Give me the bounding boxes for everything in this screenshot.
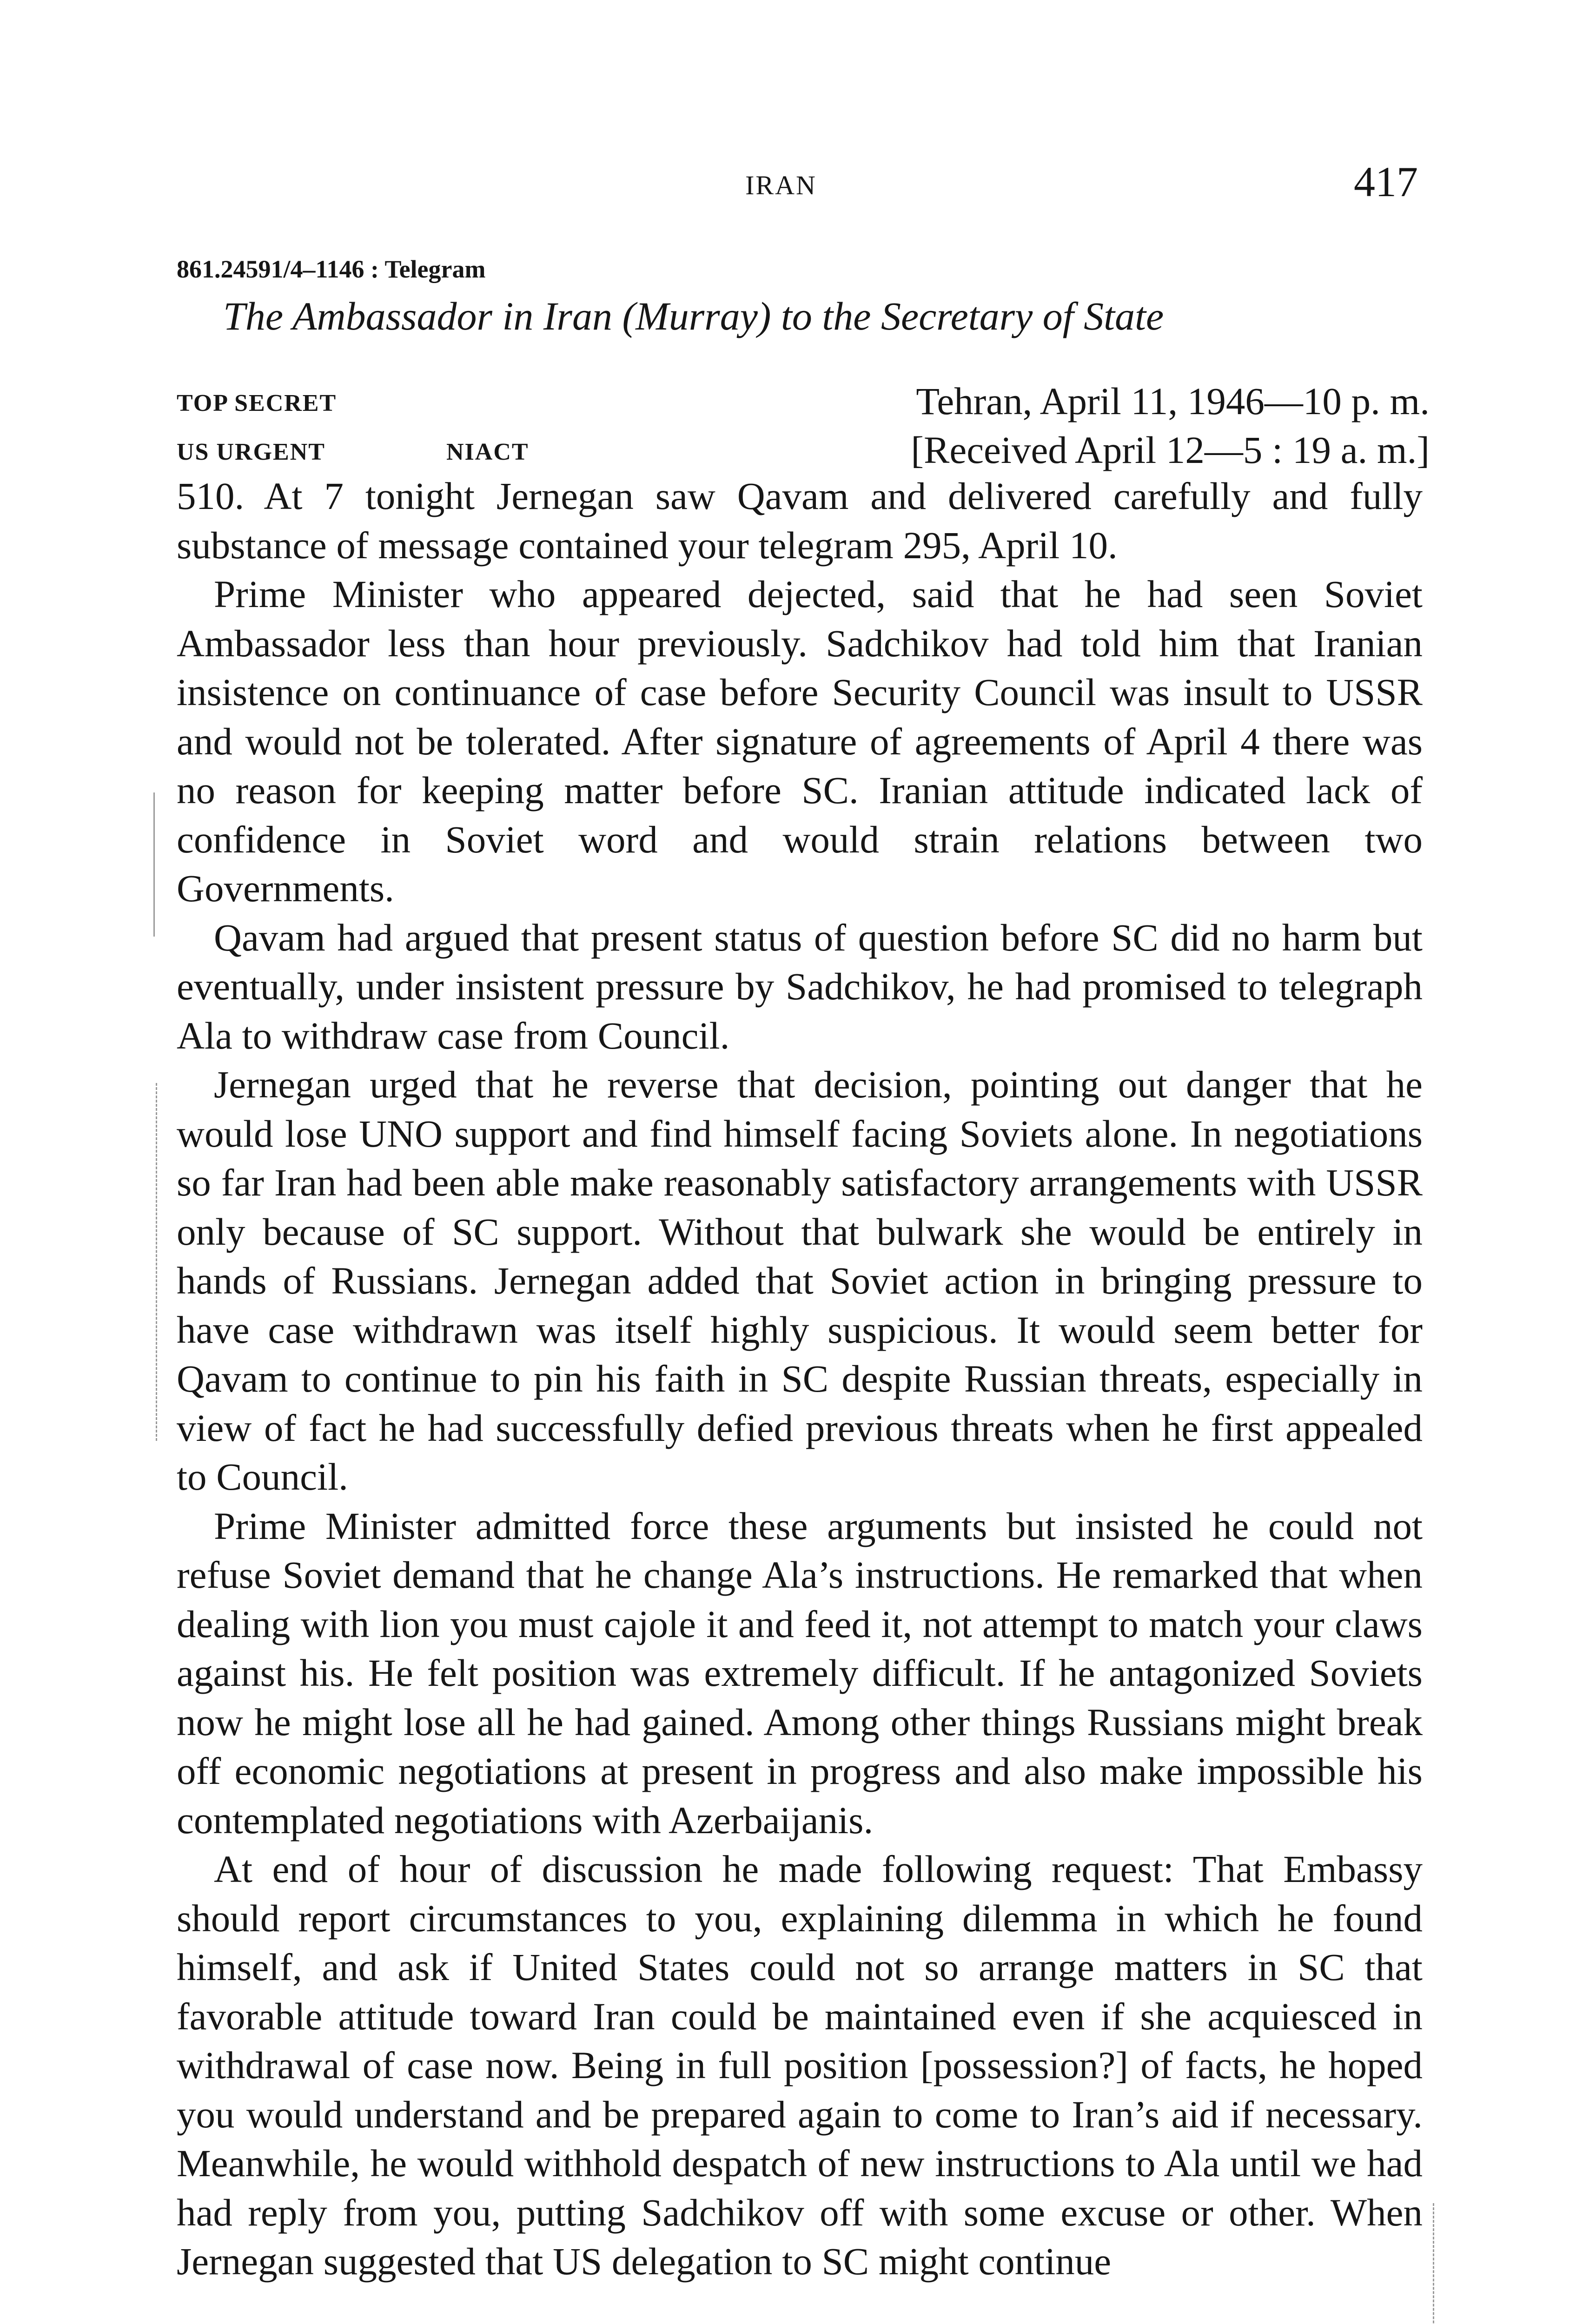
margin-line-mark [156, 1083, 157, 1441]
handling-label: NIACT [446, 439, 529, 465]
margin-line-mark [153, 792, 155, 937]
file-reference: 861.24591/4–1146 : Telegram [177, 255, 486, 283]
running-header-title: IRAN [745, 170, 817, 200]
dateline: Tehran, April 11, 1946—10 p. m. [916, 380, 1430, 423]
body-paragraph: At end of hour of discussion he made following request: That Embassy should report circumstances to you, explaining dilemma in which he found himself, and ask if United States could not so arrange matters in SC that favorable attitude toward Iran could be maintained even if she acquiesced in withdrawal of case now. Being in full position [possession?] of facts, he hoped you would understand and be prepared again to come to Iran’s aid if necessary. Meanwhile, he would withhold despatch of new instructions to Ala until we had had reply from you, putting Sadchikov off with some excuse or other. When Jernegan suggested that US delegation to SC might continue [177, 1848, 1423, 2283]
body-paragraph: Qavam had argued that present status of question before SC did no harm but eventually, under insistent pressure by Sadchikov, he had promised to telegraph Ala to withdraw case from Council. [177, 916, 1423, 1057]
telegram-body [177, 472, 1423, 2286]
margin-line-mark [1433, 2203, 1434, 2324]
priority-label: US URGENT [177, 439, 325, 465]
body-paragraph: Prime Minister who appeared dejected, said that he had seen Soviet Ambassador less than hour previously. Sadchikov had told him that Iranian insistence on continuance of case before Security Council was insult to USSR and would not be tolerated. After signature of agreements of April 4 there was no reason for keeping matter before SC. Iranian attitude indicated lack of confidence in Soviet word and would strain relations between two Governments. [177, 573, 1423, 910]
page-number: 417 [1354, 158, 1418, 205]
body-paragraph: Jernegan urged that he reverse that decision, pointing out danger that he would lose UNO support and find himself facing Soviets alone. In negotiations so far Iran had been able make reasonably satisfactory arrangements with USSR only because of SC support. Without that bulwark she would be entirely in hands of Russians. Jernegan added that Soviet action in bringing pressure to have case withdrawn was itself highly suspicious. It would seem better for Qavam to continue to pin his faith in SC despite Russian threats, especially in view of fact he had successfully defied previous threats when he first appealed to Council. [177, 1063, 1423, 1498]
document-title: The Ambassador in Iran (Murray) to the Secretary of State [223, 294, 1164, 338]
received-line: [Received April 12—5 : 19 a. m.] [911, 429, 1430, 471]
body-paragraph: Prime Minister admitted force these arguments but insisted he could not refuse Soviet demand that he change Ala’s instructions. He remarked that when dealing with lion you must cajole it and feed it, not attempt to match your claws against his. He felt position was extremely difficult. If he antagonized Soviets now he might lose all he had gained. Among other things Russians might break off economic negotiations at present in progress and also make impossible his contemplated negotiations with Azerbaijanis. [177, 1504, 1423, 1842]
classification-label: TOP SECRET [177, 390, 337, 416]
body-paragraph: 510. At 7 tonight Jernegan saw Qavam and delivered carefully and fully substance of message contained your telegram 295, April 10. [177, 475, 1423, 567]
